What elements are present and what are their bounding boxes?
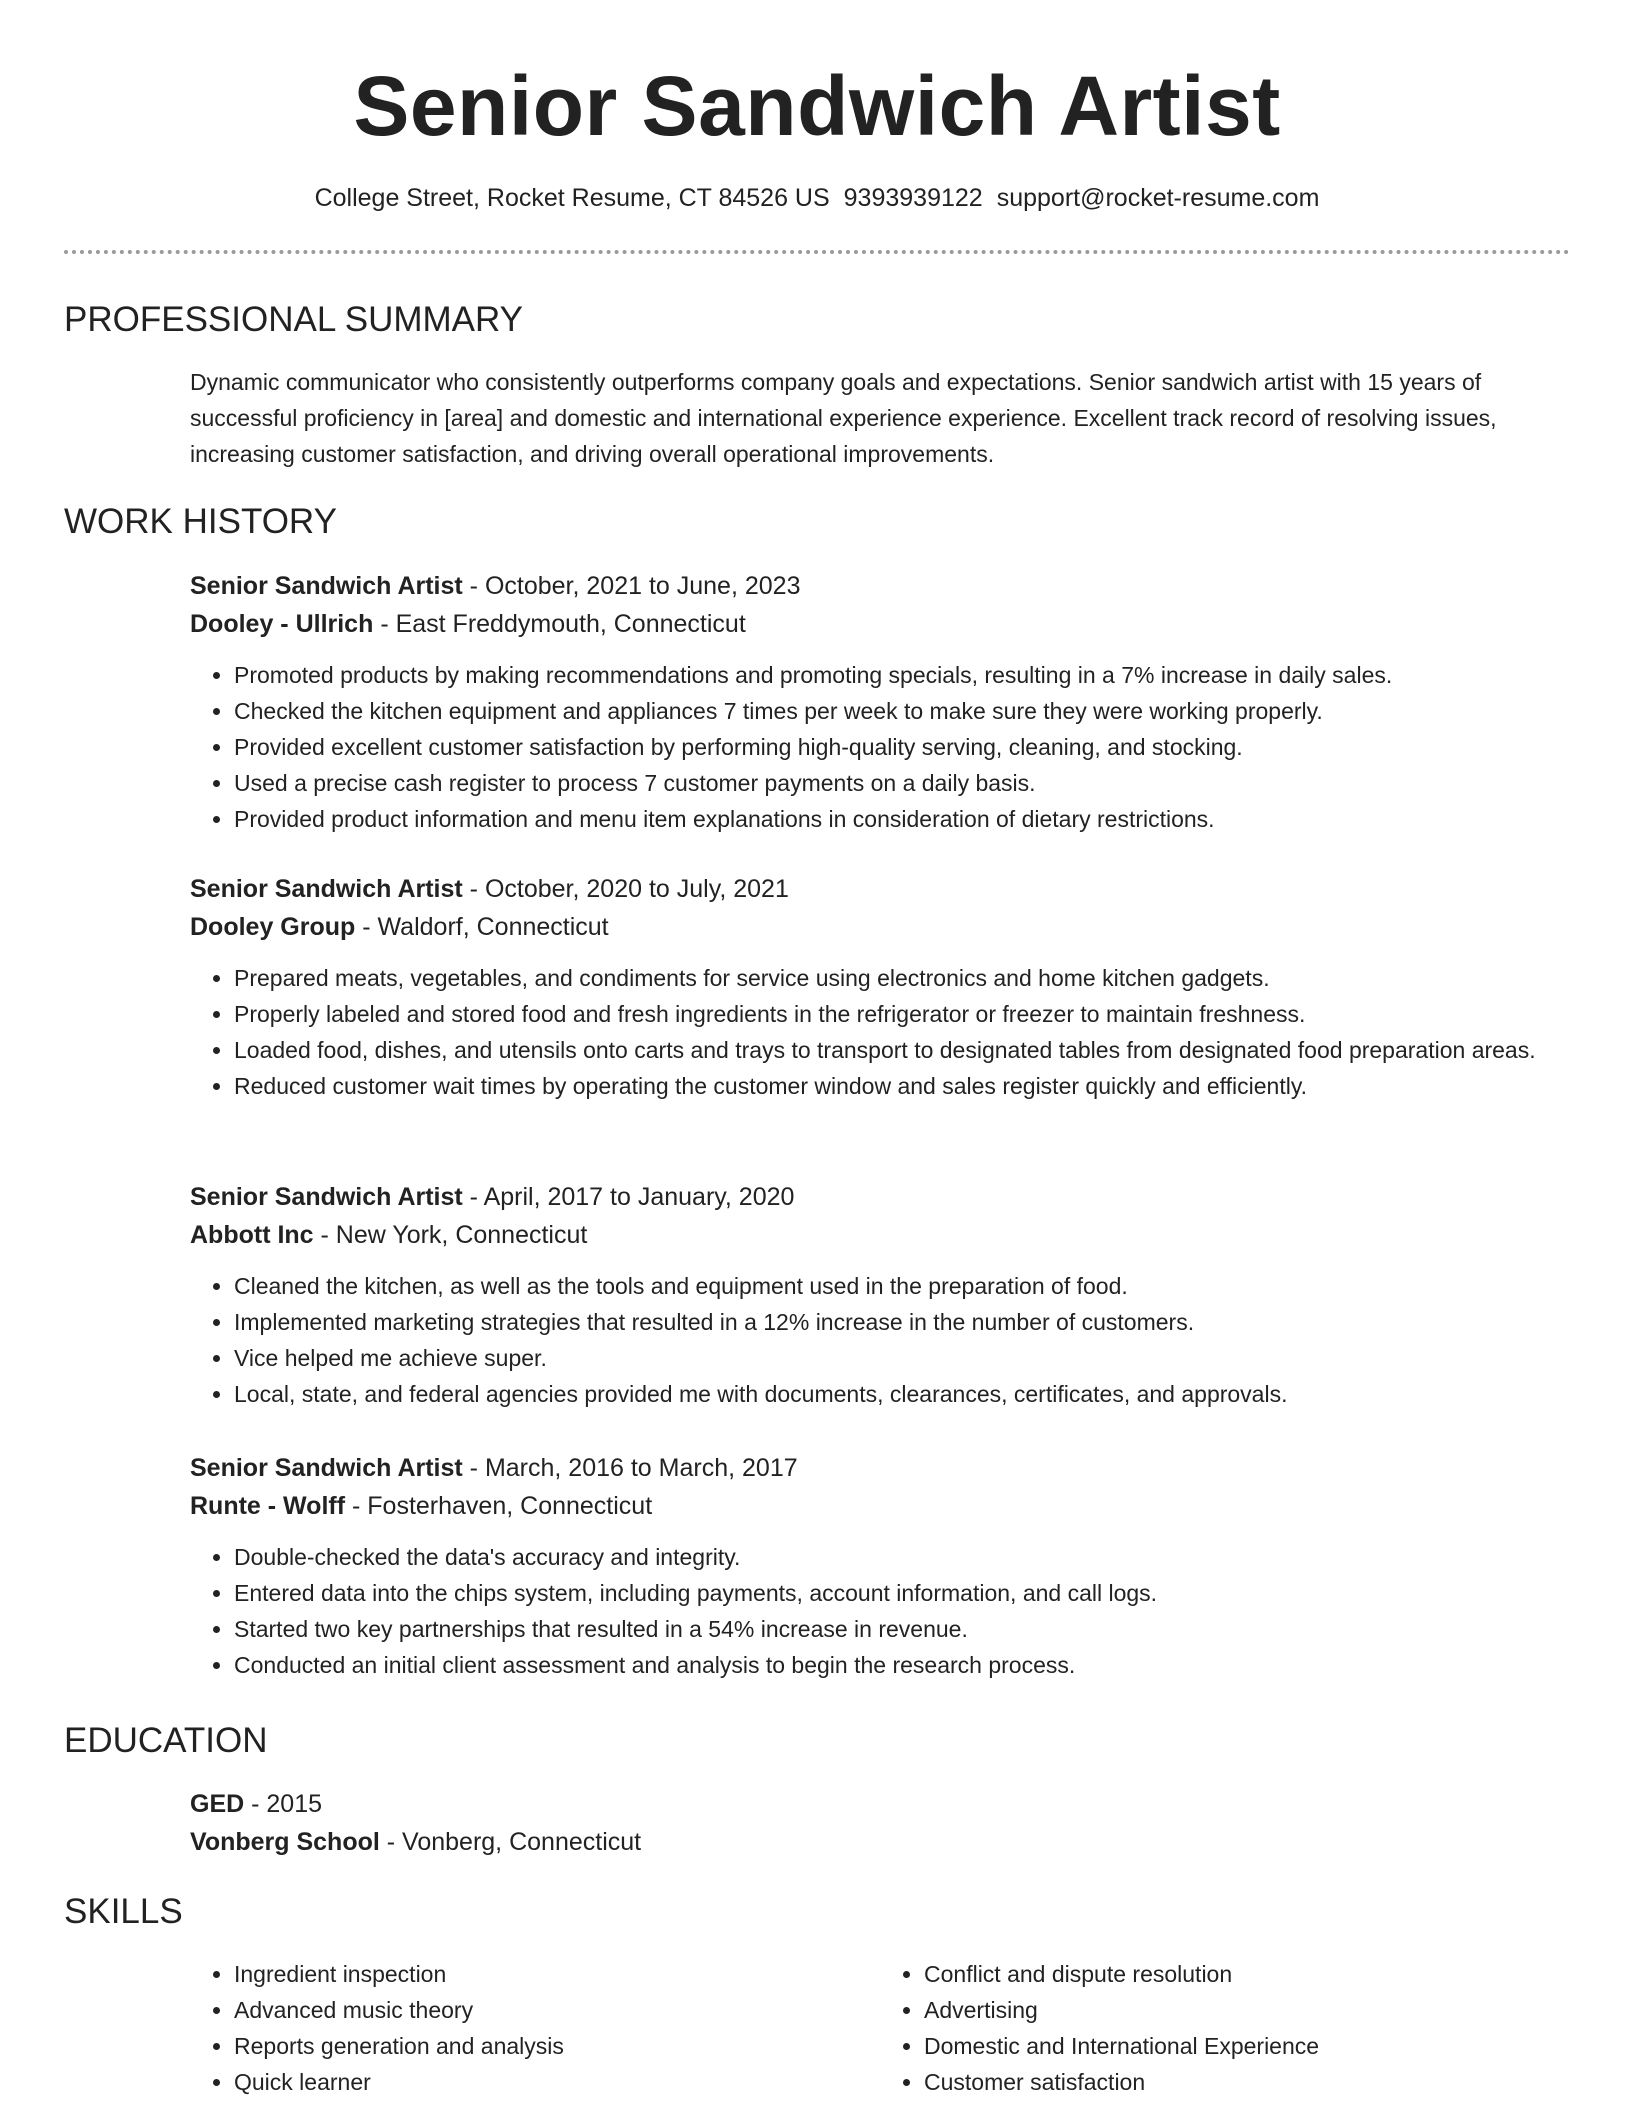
job-role: Senior Sandwich Artist <box>190 875 463 903</box>
job-bullets <box>190 657 1570 837</box>
list-item: • Used a precise cash register to process 7 customer payments on a daily basis. <box>234 765 1570 801</box>
contact-phone: 9393939122 <box>843 184 983 212</box>
list-item: • Promoted products by making recommendations and promoting specials, resulting in a 7% increase in daily sales. <box>234 657 1570 693</box>
list-item: • Conducted an initial client assessment and analysis to begin the research process. <box>234 1647 1570 1683</box>
job-entry-4 <box>190 1449 1570 1683</box>
list-item: • Ingredient inspection <box>234 1956 880 1992</box>
summary-heading: PROFESSIONAL SUMMARY <box>64 300 523 339</box>
job-dates: - October, 2021 to June, 2023 <box>462 572 801 600</box>
job-title-line <box>190 1178 1570 1216</box>
job-company: Dooley - Ullrich <box>190 610 374 638</box>
education-entry <box>190 1785 1570 1861</box>
summary-text: Dynamic communicator who consistently outperforms company goals and expectations. Senior sandwich artist with 15 years of successful proficiency in [area] and domestic and international experience experience. Excellent track record of resolving issues, increasing customer satisfaction, and driving overall operational improvements. <box>190 369 1497 467</box>
job-company-line <box>190 605 1570 643</box>
education-year: - 2015 <box>244 1790 323 1818</box>
job-entry-2 <box>190 870 1570 1104</box>
skills-right-list <box>880 1956 1570 2100</box>
list-item: • Domestic and International Experience <box>924 2028 1570 2064</box>
job-location: - New York, Connecticut <box>313 1221 588 1249</box>
job-company-line <box>190 1216 1570 1254</box>
list-item: • Prepared meats, vegetables, and condiments for service using electronics and home kitchen gadgets. <box>234 960 1570 996</box>
job-location: - Fosterhaven, Connecticut <box>345 1492 653 1520</box>
job-company-line <box>190 1487 1570 1525</box>
list-item: • Local, state, and federal agencies provided me with documents, clearances, certificates, and approvals. <box>234 1376 1570 1412</box>
work-history-heading: WORK HISTORY <box>64 502 337 541</box>
list-item: • Implemented marketing strategies that resulted in a 12% increase in the number of customers. <box>234 1304 1570 1340</box>
job-dates: - April, 2017 to January, 2020 <box>462 1183 795 1211</box>
job-title-line <box>190 870 1570 908</box>
education-heading: EDUCATION <box>64 1721 268 1760</box>
list-item: • Loaded food, dishes, and utensils onto carts and trays to transport to designated tables from designated food preparation areas. <box>234 1032 1570 1068</box>
list-item: • Cleaned the kitchen, as well as the tools and equipment used in the preparation of food. <box>234 1268 1570 1304</box>
list-item: • Started two key partnerships that resulted in a 54% increase in revenue. <box>234 1611 1570 1647</box>
skills-left-list <box>190 1956 880 2100</box>
list-item: • Entered data into the chips system, including payments, account information, and call logs. <box>234 1575 1570 1611</box>
list-item: • Provided excellent customer satisfaction by performing high-quality serving, cleaning, and stocking. <box>234 729 1570 765</box>
job-role: Senior Sandwich Artist <box>190 1183 463 1211</box>
job-title-line <box>190 1449 1570 1487</box>
list-item: • Conflict and dispute resolution <box>924 1956 1570 1992</box>
job-company-line <box>190 908 1570 946</box>
resume-name: Senior Sandwich Artist <box>353 59 1281 153</box>
list-item: • Checked the kitchen equipment and appliances 7 times per week to make sure they were working properly. <box>234 693 1570 729</box>
job-company: Runte - Wolff <box>190 1492 346 1520</box>
list-item: • Reduced customer wait times by operating the customer window and sales register quickly and efficiently. <box>234 1068 1570 1104</box>
job-location: - East Freddymouth, Connecticut <box>373 610 746 638</box>
list-item: • Customer satisfaction <box>924 2064 1570 2100</box>
list-item: • Properly labeled and stored food and fresh ingredients in the refrigerator or freezer to maintain freshness. <box>234 996 1570 1032</box>
contact-email: support@rocket-resume.com <box>996 184 1320 212</box>
summary-block <box>190 364 1570 472</box>
education-school: Vonberg School <box>190 1828 380 1856</box>
skills-block <box>190 1956 1570 2100</box>
job-bullets <box>190 1268 1570 1412</box>
resume-page <box>64 0 1570 2095</box>
job-company: Abbott Inc <box>190 1221 314 1249</box>
job-company: Dooley Group <box>190 913 356 941</box>
list-item: • Provided product information and menu item explanations in consideration of dietary restrictions. <box>234 801 1570 837</box>
job-title-line <box>190 567 1570 605</box>
list-item: • Vice helped me achieve super. <box>234 1340 1570 1376</box>
contact-line <box>64 182 1570 214</box>
job-entry-1 <box>190 567 1570 837</box>
education-degree: GED <box>190 1790 245 1818</box>
job-role: Senior Sandwich Artist <box>190 1454 463 1482</box>
job-dates: - October, 2020 to July, 2021 <box>462 875 789 903</box>
job-dates: - March, 2016 to March, 2017 <box>462 1454 798 1482</box>
education-location: - Vonberg, Connecticut <box>379 1828 642 1856</box>
job-location: - Waldorf, Connecticut <box>355 913 609 941</box>
job-bullets <box>190 960 1570 1104</box>
list-item: • Double-checked the data's accuracy and integrity. <box>234 1539 1570 1575</box>
list-item: • Reports generation and analysis <box>234 2028 880 2064</box>
list-item: • Quick learner <box>234 2064 880 2100</box>
job-role: Senior Sandwich Artist <box>190 572 463 600</box>
education-degree-line <box>190 1785 1570 1823</box>
job-entry-3 <box>190 1178 1570 1412</box>
skills-columns <box>190 1956 1570 2100</box>
job-bullets <box>190 1539 1570 1683</box>
contact-address: College Street, Rocket Resume, CT 84526 US <box>314 184 830 212</box>
list-item: • Advertising <box>924 1992 1570 2028</box>
header-divider <box>64 250 1570 254</box>
skills-heading: SKILLS <box>64 1892 183 1931</box>
education-school-line <box>190 1823 1570 1861</box>
list-item: • Advanced music theory <box>234 1992 880 2028</box>
